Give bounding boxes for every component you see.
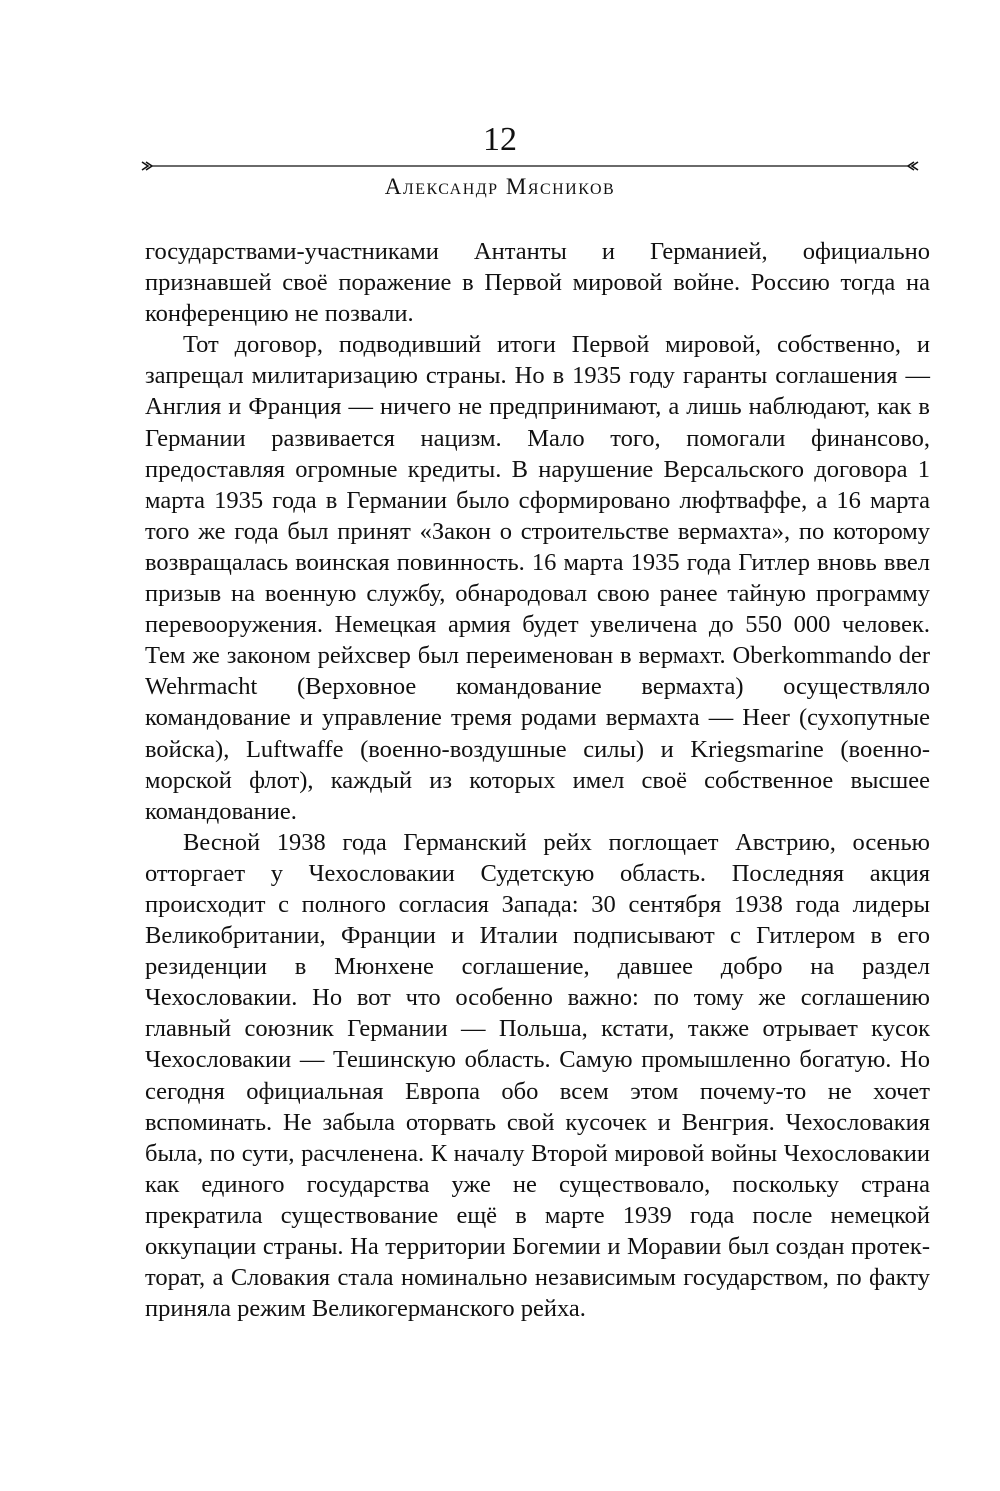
header-rule [140,160,920,172]
running-head: Александр Мясников [384,174,616,199]
paragraph-1: государствами-участниками Антанты и Германией, официально признавшей своё поражение в Первой мировой войне. Россию тогда на конференцию не позвали. [145,238,930,328]
paragraph-3: Весной 1938 года Германский рейх поглощает Австрию, осенью отторгает у Чехословакии Судетскую область. Последняя акция происходит с полного согласия Запада: 30 сентября 1938 года лидеры Великобритании, Франции и Италии подписывают с Гитлером в его резиденции в Мюнхене соглашение, давшее добро на раздел Чехословакии. Но вот что особенно важно: по тому же соглашению главный союзник Германии — Польша, кстати, также отрывает кусок Чехословакии — Тешинскую область. Самую промышленно богатую. Но сегодня официальная Европа обо всем этом почему-то не хочет вспоминать. Не забыла оторвать свой кусочек и Венгрия. Чехословакия была, по сути, расчленена. К началу Второй мировой войны Чехословакии как единого государства уже не существовало, поскольку страна прекратила существование ещё в марте 1939 года после немецкой оккупации страны. На территории Богемии и Моравии был создан протекторат, а Словакия стала номинально независимым государством, по факту приняла режим Великогерманского рейха. [145,828,930,1323]
page-number: 12 [483,121,517,158]
body-text [145,236,930,1324]
paragraph-2: Тот договор, подводивший итоги Первой мировой, собственно, и запрещал милитаризацию страны. Но в 1935 году гаранты соглашения — Англия и Франция — ничего не предпринимают, а лишь наблюдают, как в Германии развивается нацизм. Мало того, помогали финансово, предоставляя огромные кредиты. В нарушение Версальского договора 1 марта 1935 года в Германии было сформировано люфтваффе, а 16 марта того же года был принят «Закон о строительстве вермахта», по которому возвращалась воинская повинность. 16 марта 1935 года Гитлер вновь ввел призыв на военную службу, обнародовал свою ранее тайную программу перевооружения. Немецкая армия будет увеличена до 550 000 человек. Тем же законом рейхсвер был переименован в вермахт. Oberkommando der Wehrmacht (Верховное командование вермахта) осуществляло командование и управление тремя родами вермахта — Heer (сухопутные войска), Luftwaffe (военно-воздушные силы) и Kriegsmarine (военно-морской флот), каждый из которых имел своё собственное высшее командование. [145,331,930,825]
